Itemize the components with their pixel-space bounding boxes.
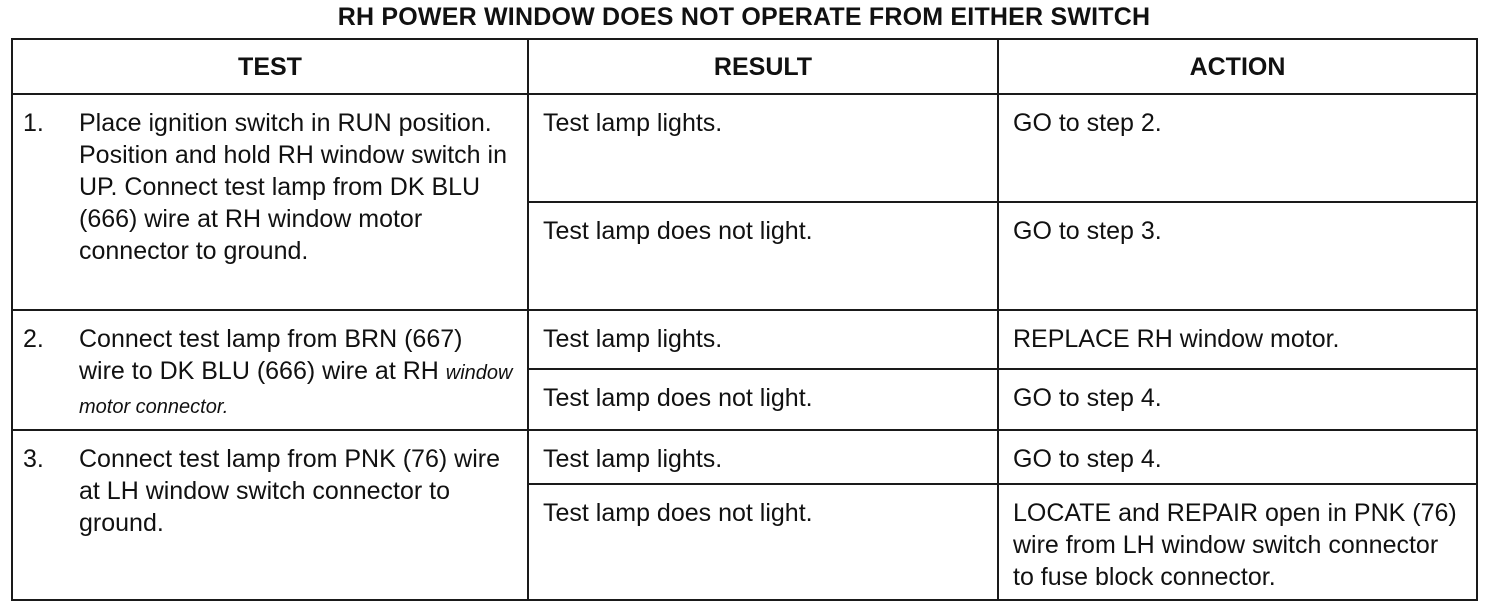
step-3-test [12, 430, 528, 600]
result-cell: Test lamp does not light. [528, 369, 998, 430]
step-2-test [12, 310, 528, 430]
step-1-test [12, 94, 528, 310]
action-cell: GO to step 2. [998, 94, 1477, 202]
action-cell: GO to step 3. [998, 202, 1477, 310]
diagnostic-table [11, 38, 1478, 601]
action-cell: LOCATE and REPAIR open in PNK (76) wire from LH window switch connector to fuse block connector. [998, 484, 1477, 600]
header-action: ACTION [998, 39, 1477, 94]
result-cell: Test lamp lights. [528, 310, 998, 369]
step-number: 2. [23, 325, 44, 353]
result-cell: Test lamp does not light. [528, 202, 998, 310]
step-text-italic: window motor connector. [79, 362, 513, 418]
step-number: 1. [23, 109, 44, 137]
result-cell: Test lamp does not light. [528, 484, 998, 600]
step-text: Connect test lamp from PNK (76) wire at LH window switch connector to ground. [79, 445, 500, 537]
header-row [12, 39, 1477, 94]
page-title: RH POWER WINDOW DOES NOT OPERATE FROM EITHER SWITCH [337, 3, 1151, 31]
table-row [12, 94, 1477, 202]
step-text [79, 323, 515, 423]
action-cell: REPLACE RH window motor. [998, 310, 1477, 369]
action-cell: GO to step 4. [998, 369, 1477, 430]
step-text: Place ignition switch in RUN position. Position and hold RH window switch in UP. Connect test lamp from DK BLU (666) wire at RH window motor connector to ground. [79, 109, 507, 265]
header-test: TEST [12, 39, 528, 94]
header-result: RESULT [528, 39, 998, 94]
result-cell: Test lamp lights. [528, 94, 998, 202]
action-cell: GO to step 4. [998, 430, 1477, 484]
step-number: 3. [23, 445, 44, 473]
table-row [12, 310, 1477, 369]
result-cell: Test lamp lights. [528, 430, 998, 484]
step-text-main: Connect test lamp from BRN (667) wire to DK BLU (666) wire at RH [79, 325, 463, 385]
table-row [12, 430, 1477, 484]
